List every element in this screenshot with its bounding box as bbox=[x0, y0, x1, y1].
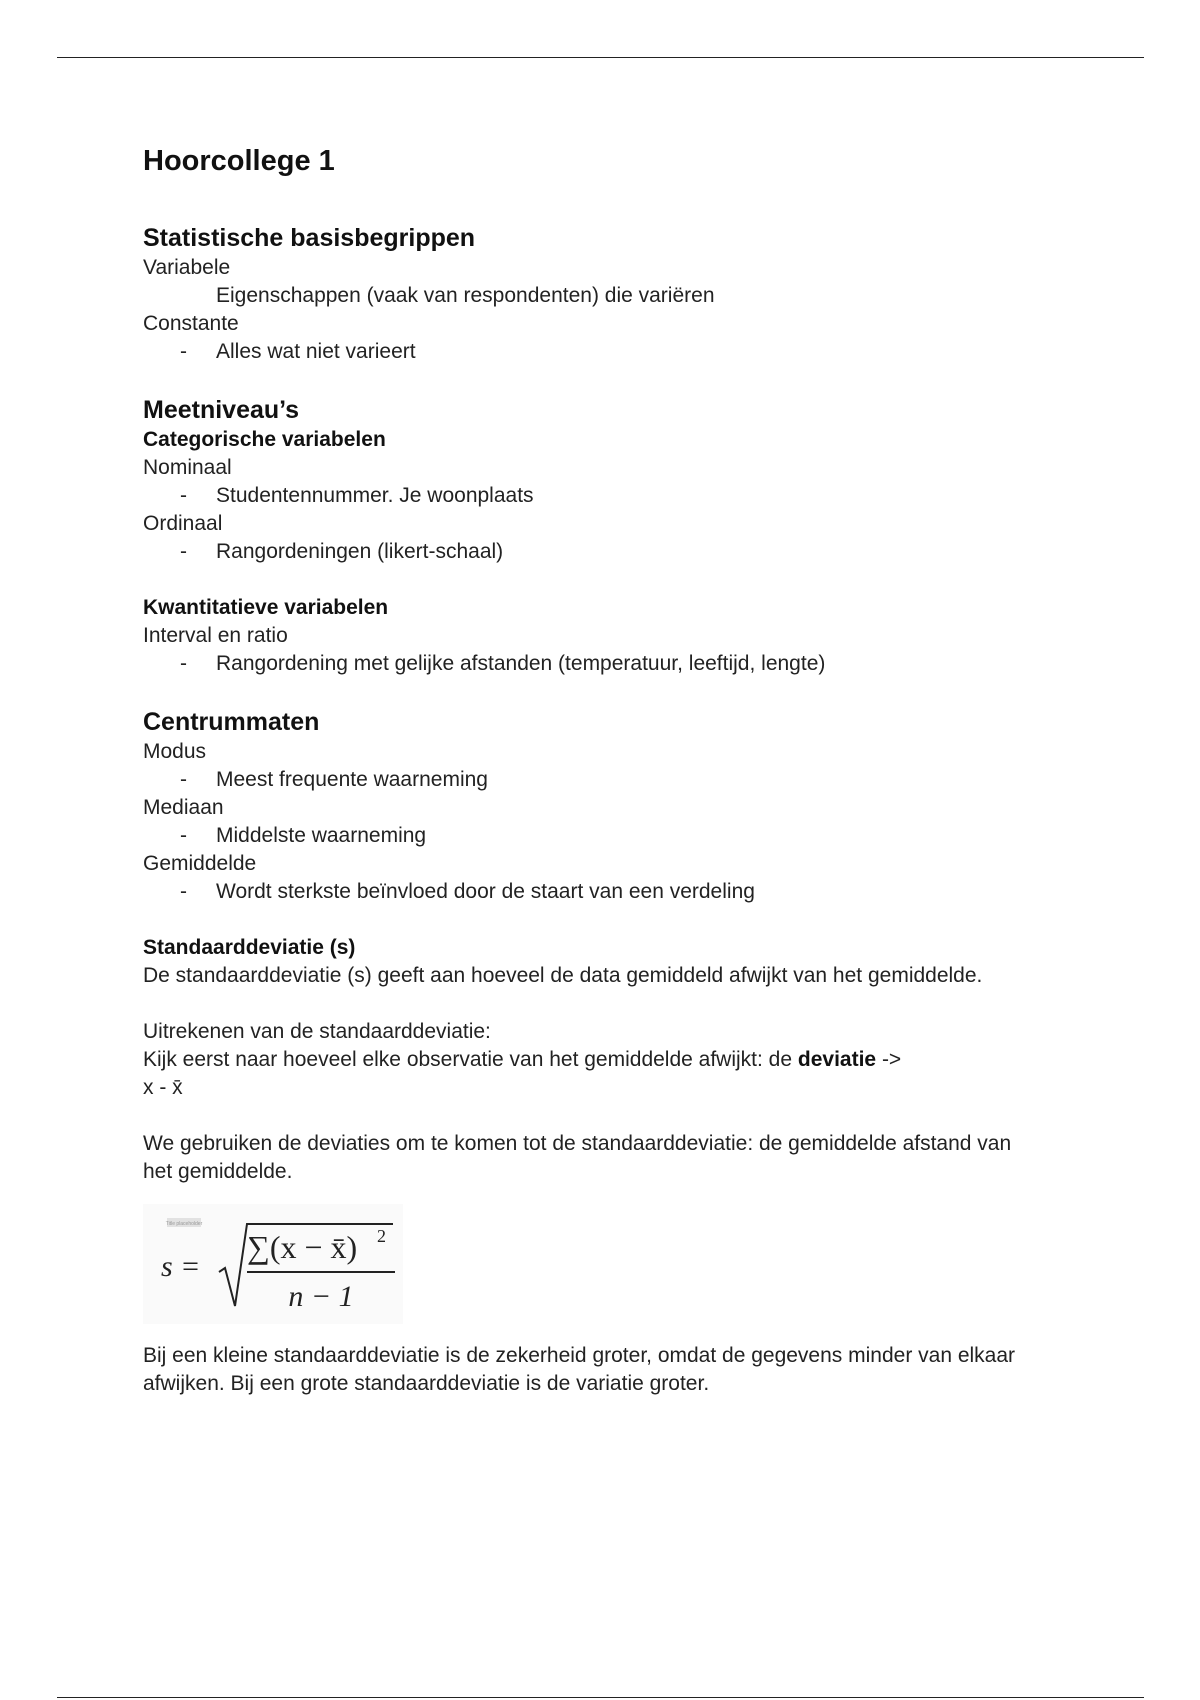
bullet-dash: - bbox=[180, 540, 187, 563]
heading-kwantitatief: Kwantitatieve variabelen bbox=[143, 596, 389, 619]
label-constante: Constante bbox=[143, 312, 239, 335]
heading-basis: Statistische basisbegrippen bbox=[143, 224, 476, 252]
page-title: Hoorcollege 1 bbox=[143, 145, 335, 177]
bullet-dash: - bbox=[180, 824, 187, 847]
bullet-dash: - bbox=[180, 340, 187, 363]
bullet-text: Studentennummer. Je woonplaats bbox=[216, 484, 534, 507]
label-mediaan: Mediaan bbox=[143, 796, 224, 819]
list-item bbox=[143, 822, 1043, 850]
calc-line-post: -> bbox=[876, 1048, 902, 1071]
list-item bbox=[143, 650, 1043, 678]
sd-conclusion: Bij een kleine standaarddeviatie is de zekerheid groter, omdat de gegevens minder van elkaar afwijken. Bij een grote standaarddeviatie is de variatie groter. bbox=[143, 1344, 1016, 1395]
calc-line-pre: Kijk eerst naar hoeveel elke observatie van het gemiddelde afwijkt: de bbox=[143, 1048, 798, 1071]
bullet-dash: - bbox=[180, 768, 187, 791]
heading-categorisch: Categorische variabelen bbox=[143, 428, 386, 451]
formula-lhs: s = bbox=[161, 1250, 201, 1283]
top-rule bbox=[57, 57, 1144, 58]
list-item bbox=[143, 482, 1043, 510]
calc-line bbox=[143, 1046, 1043, 1074]
list-item bbox=[143, 766, 1043, 794]
bullet-dash: - bbox=[180, 484, 187, 507]
formula-exponent: 2 bbox=[377, 1226, 386, 1246]
list-item bbox=[143, 878, 1043, 906]
formula-tag: Title placeholder bbox=[165, 1221, 203, 1227]
bullet-dash: - bbox=[180, 880, 187, 903]
bullet-text: Rangordening met gelijke afstanden (temperatuur, leeftijd, lengte) bbox=[216, 652, 826, 675]
heading-meetniveau: Meetniveau’s bbox=[143, 396, 300, 424]
bullet-text: Rangordeningen (likert-schaal) bbox=[216, 540, 504, 563]
label-interval: Interval en ratio bbox=[143, 624, 288, 647]
sd-definition: De standaarddeviatie (s) geeft aan hoeveel de data gemiddeld afwijkt van het gemiddelde. bbox=[143, 964, 983, 987]
bullet-text: Meest frequente waarneming bbox=[216, 768, 488, 791]
list-item bbox=[143, 338, 1043, 366]
desc-variabele: Eigenschappen (vaak van respondenten) die variëren bbox=[216, 284, 715, 307]
document-body bbox=[143, 138, 1043, 1398]
sd-formula-image bbox=[143, 1204, 403, 1324]
sd-formula-svg bbox=[143, 1204, 403, 1324]
heading-standaarddeviatie: Standaarddeviatie (s) bbox=[143, 936, 356, 959]
bullet-text: Middelste waarneming bbox=[216, 824, 427, 847]
calc-formula: x - x̄ bbox=[143, 1076, 183, 1099]
label-modus: Modus bbox=[143, 740, 207, 763]
heading-centrummaten: Centrummaten bbox=[143, 708, 320, 736]
label-ordinaal: Ordinaal bbox=[143, 512, 223, 535]
label-gemiddelde: Gemiddelde bbox=[143, 852, 257, 875]
use-deviations: We gebruiken de deviaties om te komen tot de standaarddeviatie: de gemiddelde afstand van het gemiddelde. bbox=[143, 1132, 1012, 1183]
list-item bbox=[143, 538, 1043, 566]
formula-denominator: n − 1 bbox=[288, 1280, 354, 1313]
calc-line-bold: deviatie bbox=[797, 1048, 877, 1071]
label-nominaal: Nominaal bbox=[143, 456, 232, 479]
bullet-dash: - bbox=[180, 652, 187, 675]
label-variabele: Variabele bbox=[143, 256, 231, 279]
bottom-rule bbox=[57, 1697, 1144, 1698]
bullet-text: Alles wat niet varieert bbox=[216, 340, 416, 363]
bullet-text: Wordt sterkste beïnvloed door de staart van een verdeling bbox=[216, 880, 755, 903]
calc-intro: Uitrekenen van de standaarddeviatie: bbox=[143, 1020, 491, 1043]
formula-numerator: ∑(x − x̄) bbox=[247, 1229, 358, 1265]
